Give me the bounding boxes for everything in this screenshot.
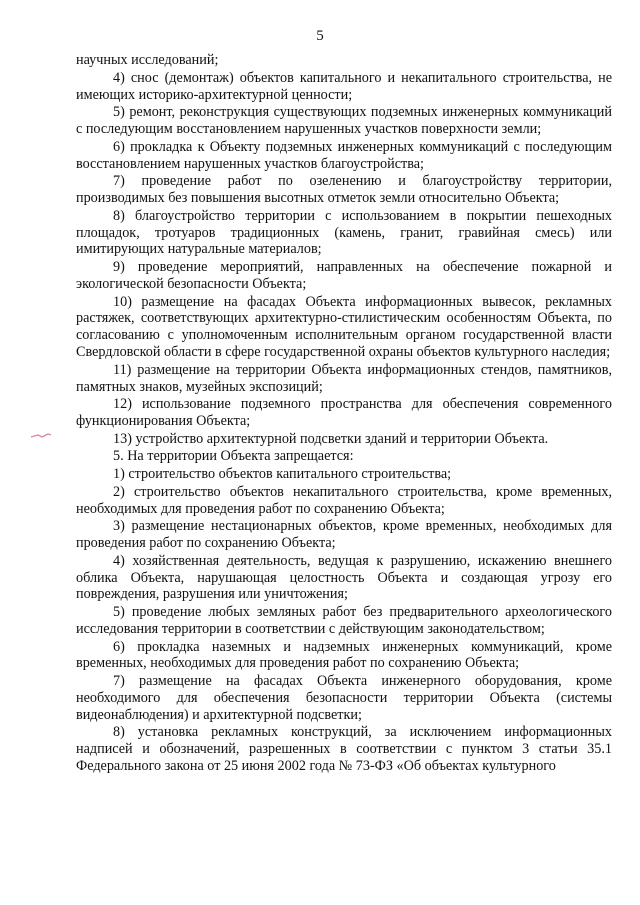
- paragraph: 11) размещение на территории Объекта информационных стендов, памятников, памятных знаков, музейных экспозиций;: [76, 361, 612, 395]
- paragraph: 5) проведение любых земляных работ без предварительного археологического исследования территории в соответствии с действующим законодательством;: [76, 604, 612, 637]
- paragraph: 2) строительство объектов некапитального строительства, кроме временных, необходимых для проведения работ по сохранению Объекта;: [76, 483, 612, 517]
- page-number: 5: [316, 28, 324, 44]
- ink-mark: [30, 432, 52, 440]
- paragraph: 4) хозяйственная деятельность, ведущая к разрушению, искажению внешнего облика Объекта, нарушающая целостность Объекта и создающая угрозу его повреждения, разрушения или уничтожения;: [76, 552, 612, 603]
- document-body: [76, 52, 612, 776]
- paragraph: 6) прокладка наземных и надземных инженерных коммуникаций, кроме временных, необходимых для проведения работ по сохранению Объекта;: [76, 638, 612, 672]
- paragraph: 7) проведение работ по озеленению и благоустройству территории, производимых без повышения высотных отметок земли относительно Объекта;: [76, 173, 612, 206]
- paragraph: 5) ремонт, реконструкция существующих подземных инженерных коммуникаций с последующим восстановлением нарушенных участков поверхности земли;: [76, 104, 612, 137]
- paragraph: 5. На территории Объекта запрещается:: [113, 448, 354, 465]
- paragraph: 6) прокладка к Объекту подземных инженерных коммуникаций с последующим восстановлением нарушенных участков благоустройства;: [76, 138, 612, 172]
- paragraph: 1) строительство объектов капитального строительства;: [113, 466, 452, 482]
- paragraph: научных исследований;: [76, 52, 219, 68]
- paragraph: 9) проведение мероприятий, направленных на обеспечение пожарной и экологической безопасности Объекта;: [76, 259, 612, 292]
- paragraph: 12) использование подземного пространства для обеспечения современного функционирования Объекта;: [76, 396, 612, 430]
- paragraph: 4) снос (демонтаж) объектов капитального и некапитального строительства, не имеющих историко-архитектурной ценности;: [76, 69, 612, 103]
- paragraph: 3) размещение нестационарных объектов, кроме временных, необходимых для проведения работ по сохранению Объекта;: [76, 518, 612, 551]
- paragraph: 13) устройство архитектурной подсветки зданий и территории Объекта.: [113, 430, 549, 447]
- paragraph: 10) размещение на фасадах Объекта информационных вывесок, рекламных растяжек, соответствующих архитектурно-стилистическим особенностям Объекта, по согласованию с уполномоченным исполнительным органом государственной власти Свердловской области в сфере государственной охраны объектов культурного наследия;: [76, 293, 612, 361]
- paragraph: 8) установка рекламных конструкций, за исключением информационных надписей и обозначений, разрешенных в соответствии с пунктом 3 статьи 35.1 Федерального закона от 25 июня 2002 года № 73-ФЗ «Об объектах культурного: [76, 724, 612, 775]
- paragraph: 7) размещение на фасадах Объекта инженерного оборудования, кроме необходимого для обеспечения безопасности территории Объекта (системы видеонаблюдения) и архитектурной подсветки;: [76, 673, 612, 723]
- paragraph: 8) благоустройство территории с использованием в покрытии пешеходных площадок, тротуаров традиционных (камень, гранит, гравийная смесь) или имитирующих натуральные материалов;: [76, 207, 612, 258]
